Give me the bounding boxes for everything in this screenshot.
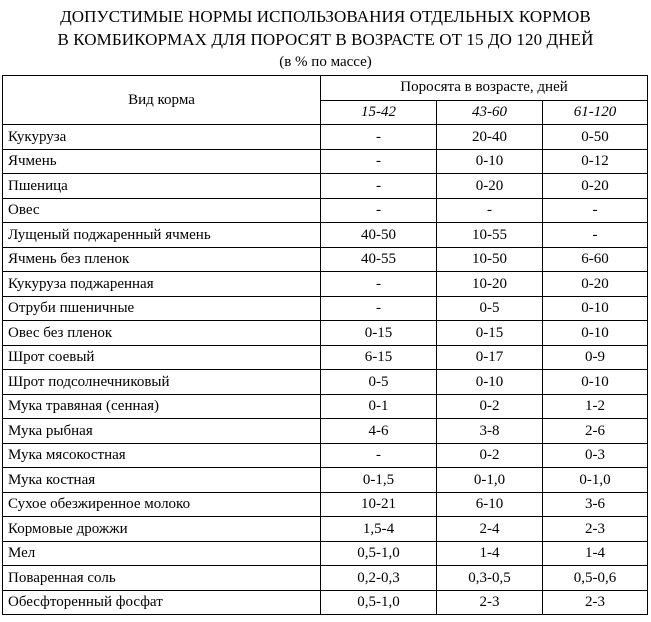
- table-row: [3, 590, 648, 615]
- feed-name-cell: Мука костная: [3, 468, 321, 493]
- table-row: [3, 345, 648, 370]
- feed-norms-table: [2, 75, 648, 615]
- header-age-group: Поросята в возрасте, дней: [321, 76, 648, 101]
- value-43-60-cell: 0-2: [437, 443, 543, 468]
- value-15-42-cell: 1,5-4: [321, 517, 437, 542]
- value-61-120-cell: 1-4: [543, 541, 648, 566]
- table-row: [3, 296, 648, 321]
- feed-name-cell: Кукуруза поджаренная: [3, 272, 321, 297]
- value-43-60-cell: 10-50: [437, 247, 543, 272]
- value-43-60-cell: 1-4: [437, 541, 543, 566]
- table-row: [3, 394, 648, 419]
- value-43-60-cell: 10-20: [437, 272, 543, 297]
- value-61-120-cell: 0,5-0,6: [543, 566, 648, 591]
- value-61-120-cell: 0-20: [543, 272, 648, 297]
- value-15-42-cell: 0-15: [321, 321, 437, 346]
- value-15-42-cell: 0-1,5: [321, 468, 437, 493]
- value-15-42-cell: 0-5: [321, 370, 437, 395]
- value-43-60-cell: 2-3: [437, 590, 543, 615]
- header-row: [3, 76, 648, 101]
- value-61-120-cell: 0-3: [543, 443, 648, 468]
- value-15-42-cell: 0,5-1,0: [321, 590, 437, 615]
- value-15-42-cell: 40-55: [321, 247, 437, 272]
- value-15-42-cell: 4-6: [321, 419, 437, 444]
- value-15-42-cell: -: [321, 198, 437, 223]
- value-43-60-cell: 0-2: [437, 394, 543, 419]
- table-row: [3, 223, 648, 248]
- feed-name-cell: Отруби пшеничные: [3, 296, 321, 321]
- table-row: [3, 247, 648, 272]
- value-15-42-cell: 40-50: [321, 223, 437, 248]
- value-15-42-cell: -: [321, 272, 437, 297]
- table-row: [3, 468, 648, 493]
- value-43-60-cell: 0-15: [437, 321, 543, 346]
- value-61-120-cell: 0-10: [543, 296, 648, 321]
- value-43-60-cell: 3-8: [437, 419, 543, 444]
- document-title-line-2: В КОМБИКОРМАХ ДЛЯ ПОРОСЯТ В ВОЗРАСТЕ ОТ 15 ДО 120 ДНЕЙ: [57, 30, 594, 49]
- value-43-60-cell: 6-10: [437, 492, 543, 517]
- value-15-42-cell: -: [321, 296, 437, 321]
- table-row: [3, 492, 648, 517]
- value-43-60-cell: 0,3-0,5: [437, 566, 543, 591]
- feed-name-cell: Овес: [3, 198, 321, 223]
- feed-name-cell: Ячмень без пленок: [3, 247, 321, 272]
- feed-name-cell: Мука травяная (сенная): [3, 394, 321, 419]
- table-row: [3, 321, 648, 346]
- table-row: [3, 272, 648, 297]
- document-subtitle: (в % по массе): [279, 54, 372, 70]
- value-61-120-cell: 2-3: [543, 517, 648, 542]
- value-61-120-cell: 0-10: [543, 321, 648, 346]
- feed-name-cell: Овес без пленок: [3, 321, 321, 346]
- value-43-60-cell: 0-20: [437, 174, 543, 199]
- value-61-120-cell: 2-6: [543, 419, 648, 444]
- feed-name-cell: Мука рыбная: [3, 419, 321, 444]
- table-row: [3, 174, 648, 199]
- value-43-60-cell: 0-17: [437, 345, 543, 370]
- value-15-42-cell: 0,2-0,3: [321, 566, 437, 591]
- value-15-42-cell: -: [321, 174, 437, 199]
- value-15-42-cell: 0-1: [321, 394, 437, 419]
- value-61-120-cell: 1-2: [543, 394, 648, 419]
- feed-name-cell: Кукуруза: [3, 125, 321, 150]
- value-61-120-cell: 3-6: [543, 492, 648, 517]
- header-age-15-42: 15-42: [321, 100, 437, 125]
- table-row: [3, 443, 648, 468]
- feed-name-cell: Поваренная соль: [3, 566, 321, 591]
- document-title-line-1: ДОПУСТИМЫЕ НОРМЫ ИСПОЛЬЗОВАНИЯ ОТДЕЛЬНЫХ КОРМОВ: [60, 7, 591, 26]
- value-15-42-cell: 6-15: [321, 345, 437, 370]
- feed-name-cell: Мука мясокостная: [3, 443, 321, 468]
- value-61-120-cell: 0-20: [543, 174, 648, 199]
- feed-name-cell: Лущеный поджаренный ячмень: [3, 223, 321, 248]
- value-15-42-cell: 10-21: [321, 492, 437, 517]
- value-43-60-cell: 20-40: [437, 125, 543, 150]
- header-feed-kind: Вид корма: [3, 76, 321, 125]
- value-43-60-cell: 0-10: [437, 149, 543, 174]
- table-row: [3, 198, 648, 223]
- feed-name-cell: Мел: [3, 541, 321, 566]
- value-61-120-cell: -: [543, 198, 648, 223]
- value-43-60-cell: -: [437, 198, 543, 223]
- feed-name-cell: Ячмень: [3, 149, 321, 174]
- value-15-42-cell: -: [321, 125, 437, 150]
- table-row: [3, 566, 648, 591]
- value-61-120-cell: 2-3: [543, 590, 648, 615]
- value-61-120-cell: 0-10: [543, 370, 648, 395]
- value-15-42-cell: 0,5-1,0: [321, 541, 437, 566]
- feed-name-cell: Обесфторенный фосфат: [3, 590, 321, 615]
- table-row: [3, 125, 648, 150]
- header-age-43-60: 43-60: [437, 100, 543, 125]
- feed-name-cell: Шрот соевый: [3, 345, 321, 370]
- value-61-120-cell: 0-50: [543, 125, 648, 150]
- value-15-42-cell: -: [321, 443, 437, 468]
- table-row: [3, 419, 648, 444]
- value-43-60-cell: 0-5: [437, 296, 543, 321]
- feed-name-cell: Кормовые дрожжи: [3, 517, 321, 542]
- table-row: [3, 370, 648, 395]
- value-43-60-cell: 0-1,0: [437, 468, 543, 493]
- value-43-60-cell: 2-4: [437, 517, 543, 542]
- value-43-60-cell: 0-10: [437, 370, 543, 395]
- feed-name-cell: Шрот подсолнечниковый: [3, 370, 321, 395]
- table-row: [3, 149, 648, 174]
- value-61-120-cell: 6-60: [543, 247, 648, 272]
- value-61-120-cell: 0-9: [543, 345, 648, 370]
- value-61-120-cell: 0-1,0: [543, 468, 648, 493]
- table-header: [3, 76, 648, 125]
- header-age-61-120: 61-120: [543, 100, 648, 125]
- value-43-60-cell: 10-55: [437, 223, 543, 248]
- value-15-42-cell: -: [321, 149, 437, 174]
- feed-name-cell: Сухое обезжиренное молоко: [3, 492, 321, 517]
- value-61-120-cell: -: [543, 223, 648, 248]
- table-row: [3, 541, 648, 566]
- feed-name-cell: Пшеница: [3, 174, 321, 199]
- table-row: [3, 517, 648, 542]
- table-body: [3, 125, 648, 615]
- value-61-120-cell: 0-12: [543, 149, 648, 174]
